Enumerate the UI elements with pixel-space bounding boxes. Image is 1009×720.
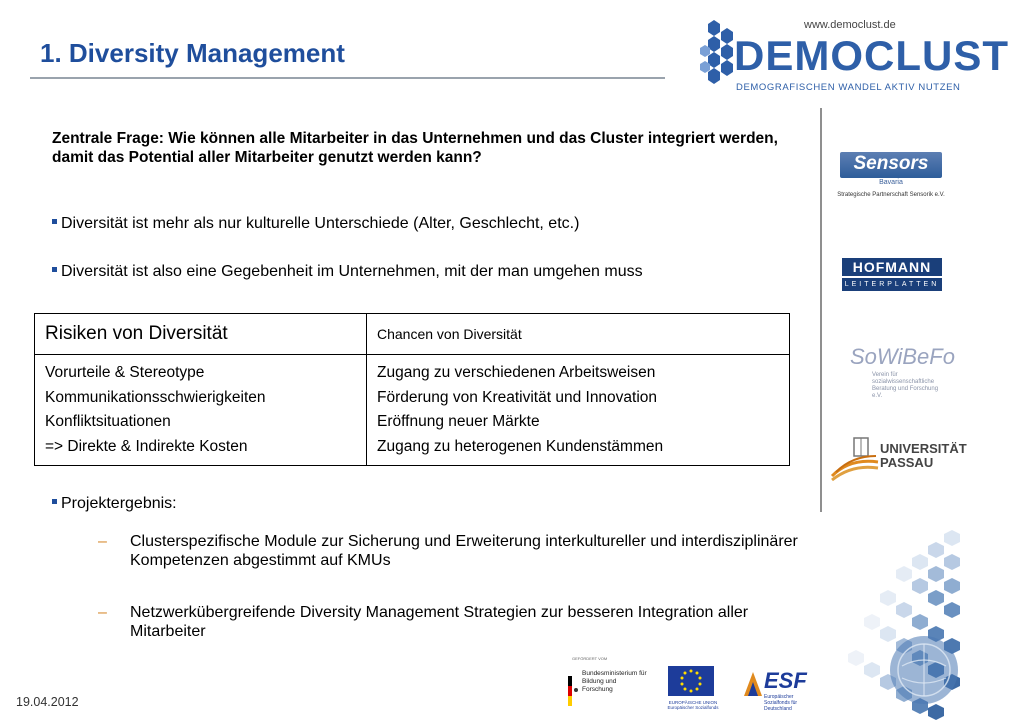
table-header-chances — [367, 314, 789, 355]
sensors-subtitle: Bavaria — [879, 179, 903, 186]
democlust-url: www.democlust.de — [804, 19, 896, 31]
sub-bullet-text: Clusterspezifische Module zur Sicherung und Erweiterung interkultureller und interdisziplinärer Kompetenzen abgestimmt auf KMUs — [130, 533, 798, 569]
bullet-text: Diversität ist mehr als nur kulturelle Unterschiede (Alter, Geschlecht, etc.) — [61, 215, 580, 232]
dash-bullet-icon: – — [98, 533, 107, 550]
hexagon-pattern-icon — [832, 528, 960, 720]
slide-date: 19.04.2012 — [16, 695, 79, 709]
risk-item: => Direkte & Indirekte Kosten — [45, 437, 248, 455]
square-bullet-icon — [52, 219, 57, 224]
esf-logo — [742, 662, 818, 716]
chance-item: Förderung von Kreativität und Innovation — [377, 388, 658, 406]
eu-logo — [664, 662, 726, 716]
hofmann-logo — [842, 258, 942, 292]
eu-flag-icon — [668, 666, 714, 696]
sowibefo-wordmark: SoWiBeFo — [850, 344, 955, 369]
democlust-logo — [700, 16, 1009, 96]
esf-wordmark: ESF — [764, 668, 807, 693]
bullet-text: Projektergebnis: — [61, 495, 177, 512]
chance-item: Zugang zu heterogenen Kundenstämmen — [377, 437, 664, 455]
passau-line-2: PASSAU — [880, 455, 934, 470]
title-divider — [30, 77, 665, 79]
democlust-tagline: DEMOGRAFISCHEN WANDEL AKTIV NUTZEN — [736, 82, 961, 93]
square-bullet-icon — [52, 267, 57, 272]
chance-item: Eröffnung neuer Märkte — [377, 413, 540, 430]
bmbf-caption: GEFÖRDERT VOM — [572, 656, 608, 661]
risk-item: Konfliktsituationen — [45, 413, 171, 430]
vertical-divider — [820, 108, 822, 512]
hofmann-subtitle: LEITERPLATTEN — [842, 278, 942, 291]
risk-item: Vorurteile & Stereotype — [45, 364, 205, 381]
slide-title: 1. Diversity Management — [40, 38, 345, 68]
risks-chances-table — [34, 313, 790, 466]
eu-text: EUROPÄISCHE UNION Europäischer Sozialfonds — [667, 700, 719, 710]
square-bullet-icon — [52, 499, 57, 504]
passau-line-1: UNIVERSITÄT — [880, 441, 967, 456]
chance-item: Zugang zu verschiedenen Arbeitsweisen — [377, 364, 656, 381]
hofmann-wordmark: HOFMANN — [842, 258, 942, 276]
central-question: Zentrale Frage: Wie können alle Mitarbeiter in das Unternehmen und das Cluster integriert werden, damit das Potential aller Mitarbeiter genutzt werden kann? — [52, 130, 778, 166]
democlust-wordmark: DEMOCLUST — [734, 32, 1009, 79]
bullet-item — [52, 494, 177, 513]
universitaet-passau-logo — [830, 436, 967, 480]
header-label: Chancen von Diversität — [377, 326, 522, 342]
table-cell-risks — [35, 355, 367, 465]
sub-bullet-text: Netzwerkübergreifende Diversity Management Strategien zur besseren Integration aller Mitarbeiter — [130, 604, 749, 640]
german-flag-icon — [568, 676, 578, 706]
bmbf-logo — [556, 656, 656, 716]
sowibefo-logo — [846, 344, 955, 404]
bullet-item — [52, 214, 802, 233]
esf-emblem-icon — [742, 668, 764, 698]
passau-emblem-icon — [830, 436, 880, 480]
dash-bullet-icon: – — [98, 604, 107, 621]
sensors-caption: Strategische Partnerschaft Sensorik e.V. — [837, 192, 945, 198]
sensors-wordmark: Sensors — [840, 152, 942, 178]
bmbf-text: Bundesministerium für Bildung und Forschung — [582, 670, 647, 693]
table-header-risks — [35, 314, 367, 355]
bullet-item — [52, 262, 792, 281]
table-cell-chances — [367, 355, 789, 465]
bullet-text: Diversität ist also eine Gegebenheit im Unternehmen, mit der man umgehen muss — [61, 263, 643, 280]
sensors-bavaria-logo — [836, 148, 946, 210]
esf-text: Europäischer Sozialfonds für Deutschland — [764, 694, 798, 712]
risk-item: Kommunikationsschwierigkeiten — [45, 388, 266, 406]
sowibefo-caption: Verein für sozialwissenschaftliche Beratung und Forschung e.V. — [872, 372, 939, 399]
header-label: Risiken von Diversität — [45, 323, 228, 344]
